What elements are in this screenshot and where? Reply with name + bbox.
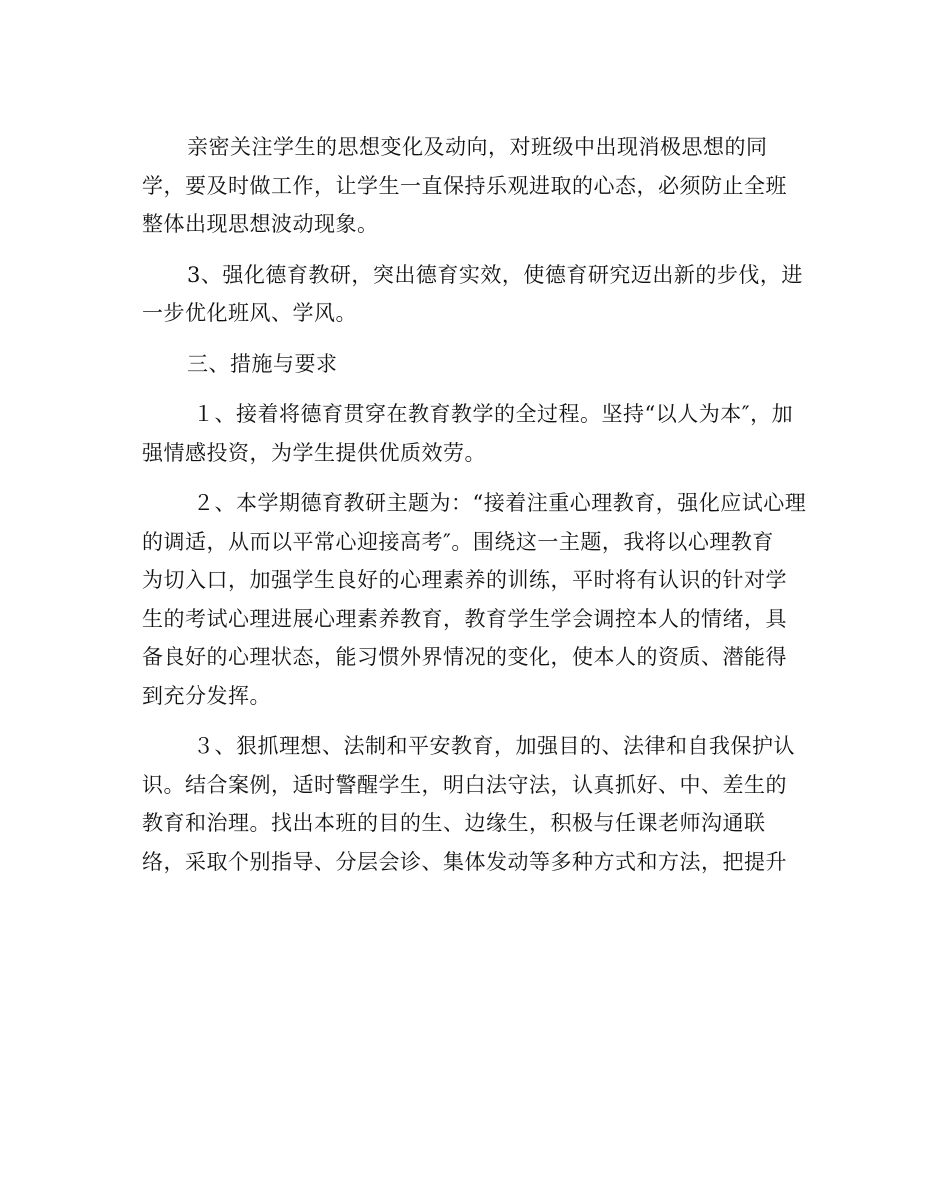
paragraph-5 [142, 484, 810, 715]
text-line: 教育和治理。找出本班的目的生、边缘生，积极与任课老师沟通联 [142, 811, 766, 835]
text-line: 学，要及时做工作，让学生一直保持乐观进取的心态，必须防止全班 [142, 173, 787, 198]
paragraph-4 [142, 395, 810, 472]
text-line: 备良好的心理状态，能习惯外界情况的变化，使本人的资质、潜能得 [142, 645, 787, 669]
text-line: １、接着将德育贯穿在教育教学的全过程。坚持“以人为本″，加 [193, 402, 794, 426]
document-body [142, 128, 810, 881]
text-line: ３、狠抓理想、法制和平安教育，加强目的、法律和自我保护认 [193, 734, 795, 758]
paragraph-2 [142, 256, 810, 333]
heading-line: 三、措施与要求 [187, 351, 338, 376]
paragraph-1 [142, 128, 810, 244]
text-line: 整体出现思想波动现象。 [142, 212, 379, 236]
text-line: 到充分发挥。 [142, 683, 271, 708]
text-line: 强情感投资，为学生提供优质效劳。 [142, 440, 486, 465]
text-line: 为切入口，加强学生良好的心理素养的训练，平时将有认识的针对学 [142, 568, 787, 592]
text-line: 亲密关注学生的思想变化及动向，对班级中出现消极思想的同 [187, 135, 768, 159]
text-line: 络，采取个别指导、分层会诊、集体发动等多种方式和方法，把提升 [142, 849, 787, 874]
text-line: 生的考试心理进展心理素养教育，教育学生学会调控本人的情绪，具 [142, 606, 787, 631]
text-line: 一步优化班风、学风。 [142, 301, 357, 325]
text-line: ２、本学期德育教研主题为：“接着注重心理教育，强化应试心理 [193, 491, 807, 515]
section-heading [142, 345, 810, 384]
text-line: 识。结合案例，适时警醒学生，明白法守法，认真抓好、中、差生的 [142, 772, 787, 797]
text-line: 的调适，从而以平常心迎接高考″。围绕这一主题，我将以心理教育 [142, 529, 774, 554]
text-line: 3、强化德育教研，突出德育实效，使德育研究迈出新的步伐，进 [187, 262, 803, 287]
paragraph-6 [142, 727, 810, 881]
